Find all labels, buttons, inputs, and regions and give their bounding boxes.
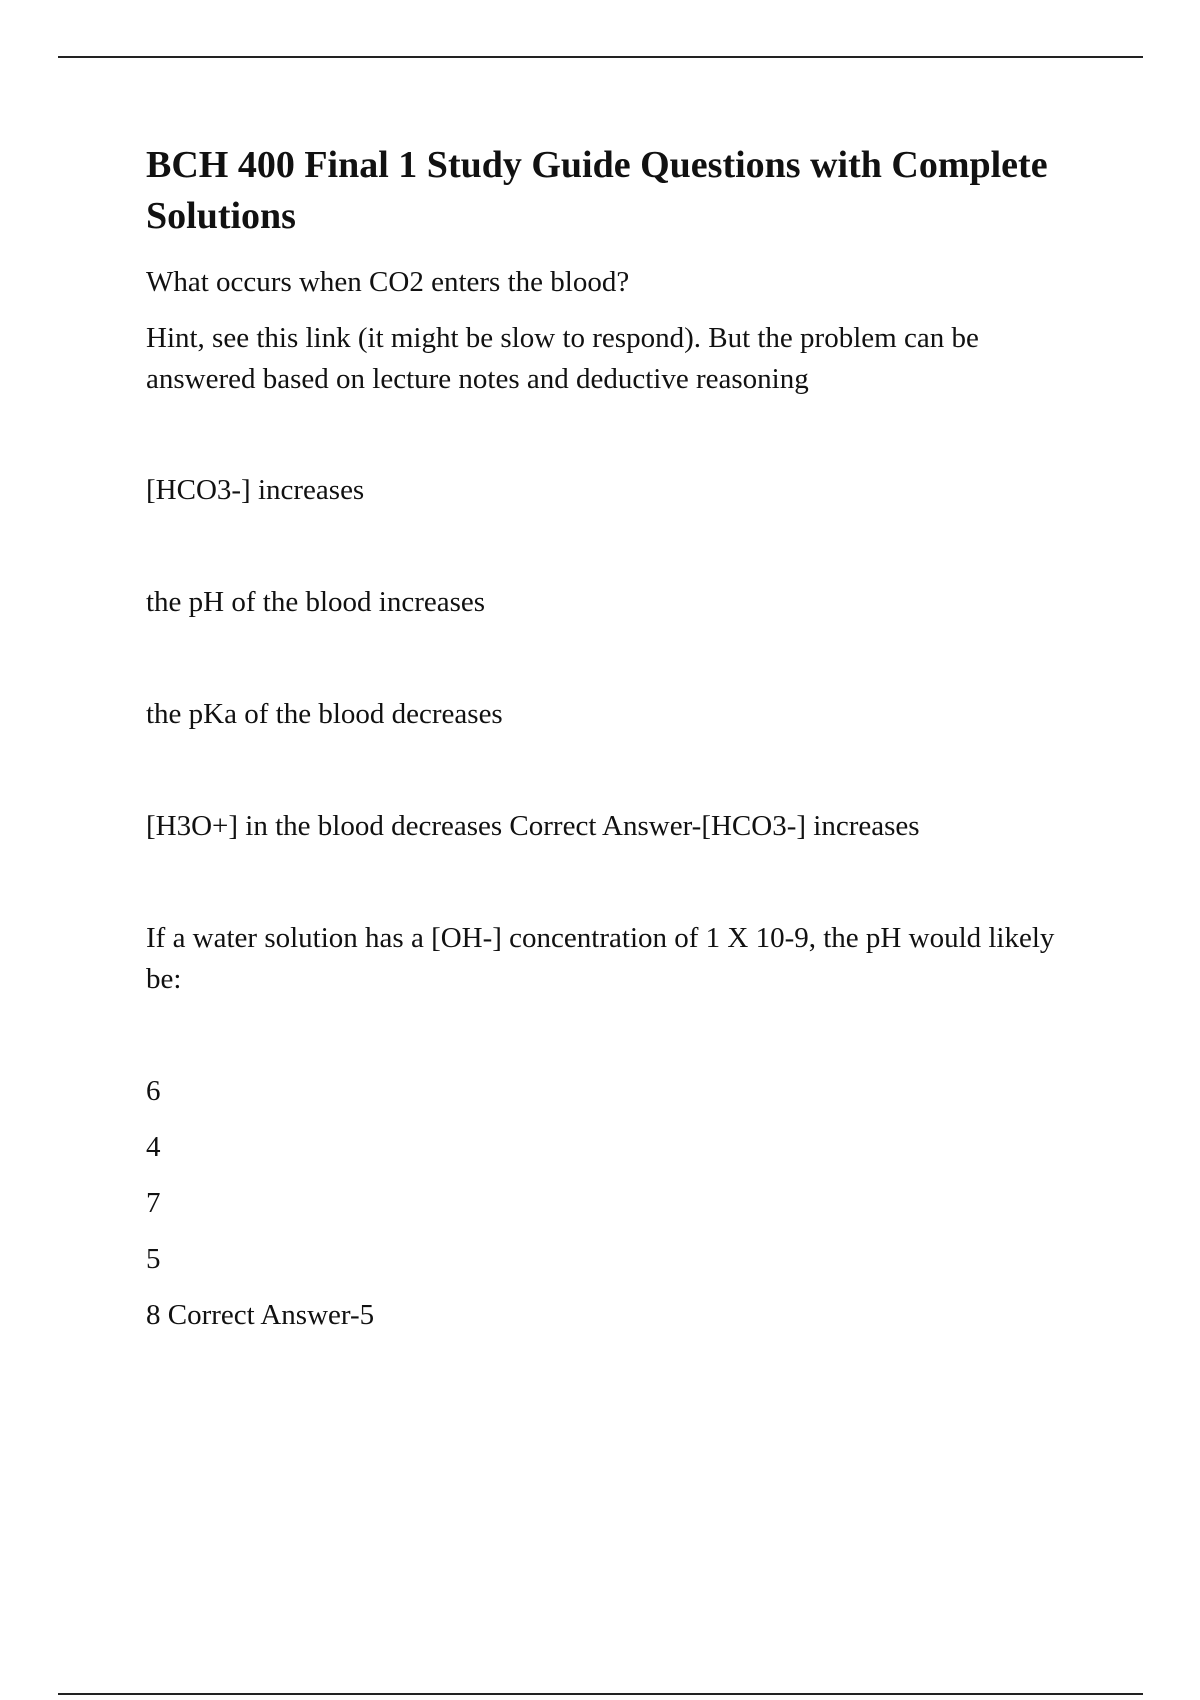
question-2-option-4: 5 [146,1243,161,1275]
document-body [146,140,1086,1351]
question-2-option-5-answer: 8 Correct Answer-5 [146,1299,375,1331]
question-1-option-3: the pKa of the blood decreases [146,698,503,730]
question-1-option-2: the pH of the blood increases [146,586,486,618]
question-1-hint: Hint, see this link (it might be slow to respond). But the problem can be answered based on lecture notes and deductive reasoning [146,322,979,395]
question-2-option-2: 4 [146,1131,161,1163]
question-2-option-1: 6 [146,1075,161,1107]
question-2-text: If a water solution has a [OH-] concentration of 1 X 10-9, the pH would likely be: [146,922,1055,995]
header-rule [58,56,1143,58]
question-1-option-4-answer: [H3O+] in the blood decreases Correct Answer-[HCO3-] increases [146,810,920,842]
question-2-option-3: 7 [146,1187,161,1219]
question-1-option-1: [HCO3-] increases [146,474,365,506]
question-1-text: What occurs when CO2 enters the blood? [146,266,630,298]
document-title: BCH 400 Final 1 Study Guide Questions with Complete Solutions [146,144,1048,237]
footer-rule [58,1693,1143,1695]
